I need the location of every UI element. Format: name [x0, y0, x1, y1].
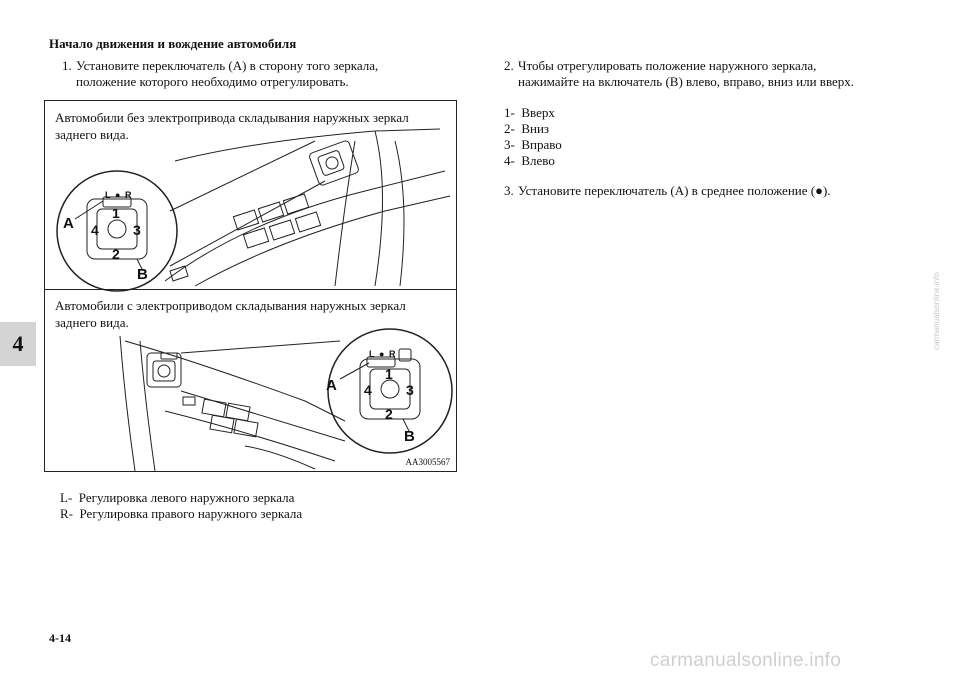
legend-label: Регулировка левого наружного зеркала — [78, 490, 295, 505]
step-text-line1: Установите переключатель (A) в среднее положение (●). — [518, 183, 831, 198]
callout-b: B — [137, 266, 148, 283]
callout-a: A — [326, 377, 337, 394]
direction-item — [504, 137, 562, 153]
direction-label: Вправо — [521, 137, 562, 152]
caption-line: заднего вида. — [55, 315, 129, 330]
direction-item — [504, 105, 555, 121]
window-switch — [295, 212, 320, 232]
window-switch — [234, 419, 258, 437]
label-l: L — [369, 349, 375, 359]
vertical-watermark: carmanualsonline.info — [932, 272, 941, 350]
direction-item — [504, 153, 555, 169]
direction-key: 3- — [504, 137, 515, 152]
chapter-tab: 4 — [0, 322, 36, 366]
label-3: 3 — [406, 382, 414, 398]
step-number: 1. — [62, 58, 72, 73]
door-handle — [183, 397, 195, 405]
caption-line: Автомобили с электроприводом складывания наружных зеркал — [55, 298, 406, 313]
label-3: 3 — [133, 222, 141, 238]
magnify-circle — [57, 171, 177, 291]
mirror-switch-knob — [158, 365, 170, 377]
direction-key: 2- — [504, 121, 515, 136]
leader-line — [170, 141, 315, 211]
mirror-switch-pad — [317, 150, 345, 176]
step-text-line1: Чтобы отрегулировать положение наружного зеркала, — [518, 58, 817, 73]
leader-line — [170, 181, 325, 266]
switch-center — [381, 380, 399, 398]
window-switch — [258, 202, 283, 222]
leader-line — [181, 341, 340, 353]
switch-center — [108, 220, 126, 238]
mirror-switch-knob — [326, 157, 338, 169]
callout-a: A — [63, 215, 74, 232]
window-switch — [269, 220, 294, 240]
step-number: 2. — [504, 58, 514, 73]
watermark: carmanualsonline.info — [650, 650, 842, 671]
figure-illustration — [45, 101, 456, 471]
direction-key: 4- — [504, 153, 515, 168]
label-2: 2 — [385, 406, 393, 422]
direction-label: Вниз — [521, 121, 550, 136]
label-2: 2 — [112, 246, 120, 262]
step-number: 3. — [504, 183, 514, 198]
label-4: 4 — [364, 382, 372, 398]
mirror-switch-pad — [153, 361, 175, 381]
step-text-line2: положение которого необходимо отрегулировать. — [76, 74, 349, 89]
mirror-switch-housing — [147, 353, 181, 387]
door-handle — [170, 266, 188, 281]
legend-item-r — [60, 506, 302, 522]
window-switch — [243, 228, 268, 248]
label-4: 4 — [91, 222, 99, 238]
mirror-switch-figure — [44, 100, 457, 472]
step-1 — [62, 58, 378, 90]
neutral-dot: ● — [115, 190, 121, 200]
direction-item — [504, 121, 549, 137]
direction-label: Влево — [521, 153, 555, 168]
label-r: R — [389, 349, 396, 359]
callout-line — [340, 363, 369, 379]
door-trim-line — [245, 446, 315, 469]
label-l: L — [105, 190, 111, 200]
direction-key: 1- — [504, 105, 515, 120]
leader-line — [181, 391, 345, 441]
window-switch — [202, 399, 226, 417]
label-1: 1 — [112, 205, 120, 221]
label-r: R — [125, 190, 132, 200]
magnify-circle — [328, 329, 452, 453]
door-trim-line — [375, 131, 383, 286]
caption-line: заднего вида. — [55, 127, 129, 142]
direction-label: Вверх — [521, 105, 555, 120]
neutral-dot: ● — [379, 349, 385, 359]
door-trim-line — [120, 336, 135, 471]
door-trim-line — [195, 196, 450, 286]
step-2 — [504, 58, 854, 90]
caption-line: Автомобили без электропривода складывания наружных зеркал — [55, 110, 409, 125]
step-text-line2: нажимайте на включатель (B) влево, вправо, вниз или вверх. — [518, 74, 855, 89]
legend-key: L- — [60, 490, 73, 505]
step-3 — [504, 183, 831, 199]
page-header: Начало движения и вождение автомобиля — [49, 36, 297, 51]
door-trim-line — [395, 141, 404, 286]
figure-code: AA3005567 — [405, 457, 450, 467]
callout-b: B — [404, 428, 415, 445]
label-1: 1 — [385, 366, 393, 382]
legend-key: R- — [60, 506, 73, 521]
legend-item-l — [60, 490, 294, 506]
step-text-line1: Установите переключатель (A) в сторону того зеркала, — [76, 58, 379, 73]
page-number: 4-14 — [49, 631, 71, 645]
legend-label: Регулировка правого наружного зеркала — [79, 506, 303, 521]
